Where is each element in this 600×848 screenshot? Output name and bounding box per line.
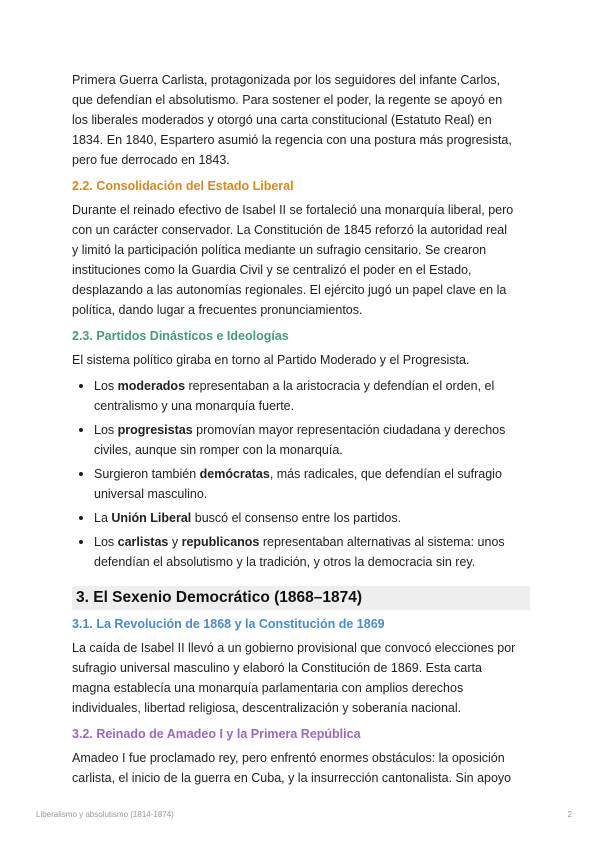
- parties-list: [72, 376, 530, 572]
- page-footer: [36, 810, 572, 819]
- section-2-3-heading: 2.3. Partidos Dinásticos e Ideologías: [72, 329, 289, 343]
- list-item: Los moderados representaban a la aristocracia y defendían el orden, el centralismo y una monarquía fuerte.: [72, 376, 530, 416]
- section-3-1-heading: 3.1. La Revolución de 1868 y la Constitución de 1869: [72, 617, 385, 631]
- section-2-2-paragraph: Durante el reinado efectivo de Isabel II se fortaleció una monarquía liberal, pero con un carácter conservador. La Constitución de 1845 reforzó la autoridad real y limitó la participación política mediante un sufragio censitario. Se crearon instituciones como la Guardia Civil y se centralizó el poder en el Estado, desplazando a las autonomías regionales. El ejército jugó un papel clave en la política, dando lugar a frecuentes pronunciamientos.: [72, 203, 514, 317]
- list-item: Los carlistas y republicanos representaban alternativas al sistema: unos defendían el absolutismo y la tradición, y otros la democracia sin rey.: [72, 532, 530, 572]
- section-3-2-heading: 3.2. Reinado de Amadeo I y la Primera República: [72, 727, 361, 741]
- page-number: 2: [567, 810, 572, 819]
- intro-paragraph: Primera Guerra Carlista, protagonizada por los seguidores del infante Carlos, que defendían el absolutismo. Para sostener el poder, la regente se apoyó en los liberales moderados y otorgó una carta constitucional (Estatuto Real) en 1834. En 1840, Espartero asumió la regencia con una postura más progresista, pero fue derrocado en 1843.: [72, 73, 512, 167]
- section-2-3-intro: El sistema político giraba en torno al Partido Moderado y el Progresista.: [72, 353, 470, 367]
- section-2-2-heading: 2.2. Consolidación del Estado Liberal: [72, 179, 294, 193]
- section-3-2-paragraph: Amadeo I fue proclamado rey, pero enfrentó enormes obstáculos: la oposición carlista, el inicio de la guerra en Cuba, y la insurrección cantonalista. Sin apoyo: [72, 751, 512, 785]
- section-3-heading: 3. El Sexenio Democrático (1868–1874): [72, 586, 530, 610]
- list-item: Surgieron también demócratas, más radicales, que defendían el sufragio universal masculino.: [72, 464, 530, 504]
- footer-title: Liberalismo y absolutismo (1814-1874): [36, 810, 174, 819]
- page-content: [72, 70, 530, 788]
- list-item: Los progresistas promovían mayor representación ciudadana y derechos civiles, aunque sin romper con la monarquía.: [72, 420, 530, 460]
- list-item: La Unión Liberal buscó el consenso entre los partidos.: [72, 508, 530, 528]
- section-3-1-paragraph: La caída de Isabel II llevó a un gobierno provisional que convocó elecciones por sufragio universal masculino y elaboró la Constitución de 1869. Esta carta magna establecía una monarquía parlamentaria con amplios derechos individuales, libertad religiosa, descentralización y soberanía nacional.: [72, 641, 516, 715]
